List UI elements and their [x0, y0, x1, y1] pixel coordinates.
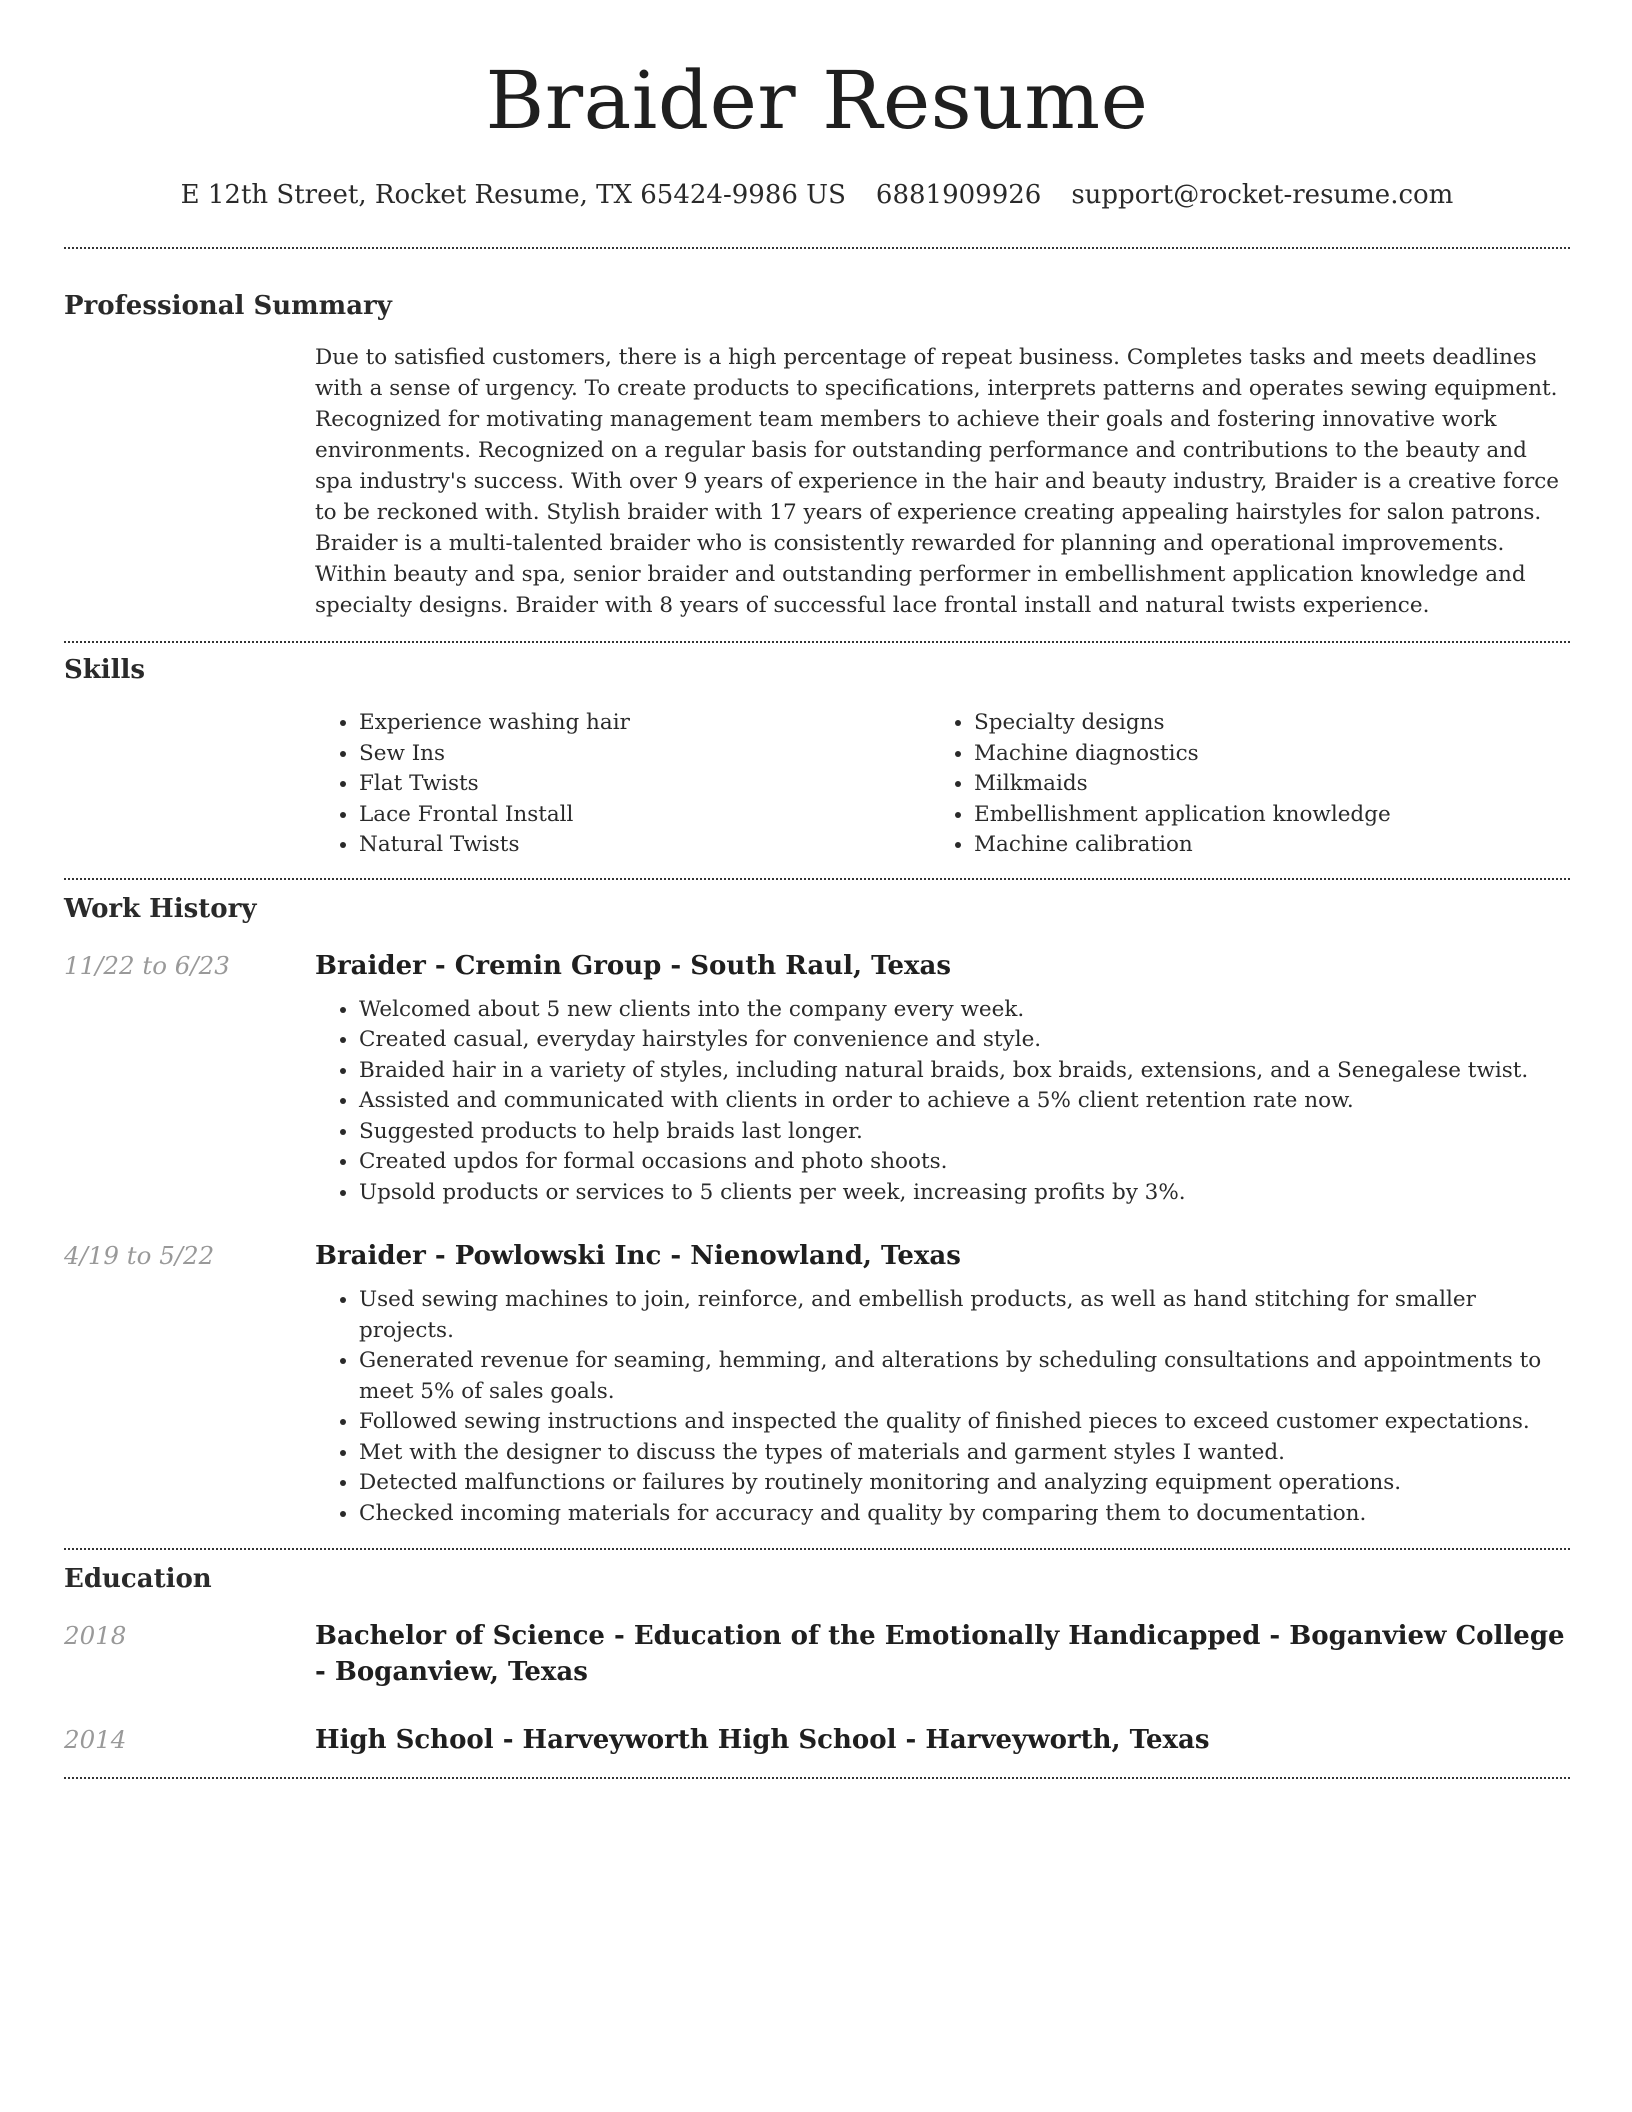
summary-text: Due to satisfied customers, there is a high percentage of repeat business. Completes tasks and meets deadlines with a sense of urgency. To create products to specifications, interprets patterns and operates sewing equipment. Recognized for motivating management team members to achieve their goals and fostering innovative work environments. Recognized on a regular basis for outstanding performance and contributions to the beauty and spa industry's success. With over 9 years of experience in the hair and beauty industry, Braider is a creative force to be reckoned with. Stylish braider with 17 years of experience creating appealing hairstyles for salon patrons. Braider is a multi-talented braider who is consistently rewarded for planning and operational improvements. Within beauty and spa, senior braider and outstanding performer in embellishment application knowledge and specialty designs. Braider with 8 years of successful lace frontal install and natural twists experience. — [315, 345, 1559, 618]
job-entry — [64, 1238, 1570, 1529]
job-dates: 11/22 to 6/23 — [64, 950, 230, 980]
summary-section — [64, 289, 1570, 621]
job-title: Braider - Cremin Group - South Raul, Texas — [315, 950, 952, 981]
job-bullet: • Created updos for formal occasions and photo shoots. — [359, 1147, 1570, 1178]
divider — [64, 1548, 1570, 1550]
skill-item: • Machine diagnostics — [974, 739, 1545, 770]
job-bullet: • Generated revenue for seaming, hemming, and alterations by scheduling consultations and appointments to meet 5% of sales goals. — [359, 1346, 1570, 1407]
divider — [64, 1777, 1570, 1779]
skill-item: • Flat Twists — [359, 769, 930, 800]
skills-section — [64, 653, 1570, 861]
section-title-summary: Professional Summary — [64, 291, 392, 321]
skill-item: • Embellishment application knowledge — [974, 800, 1545, 831]
job-bullets — [315, 995, 1570, 1209]
divider — [64, 247, 1570, 249]
job-bullet: • Welcomed about 5 new clients into the company every week. — [359, 995, 1570, 1026]
contact-email: support@rocket-resume.com — [1071, 180, 1454, 210]
divider — [64, 641, 1570, 643]
job-bullet: • Met with the designer to discuss the types of materials and garment styles I wanted. — [359, 1438, 1570, 1469]
resume-name: Braider Resume — [485, 54, 1149, 147]
contact-line — [64, 178, 1570, 212]
job-bullet: • Braided hair in a variety of styles, including natural braids, box braids, extensions, and a Senegalese twist. — [359, 1056, 1570, 1087]
skill-item: • Experience washing hair — [359, 708, 930, 739]
skill-item: • Natural Twists — [359, 830, 930, 861]
work-section — [64, 892, 1570, 1530]
skill-item: • Lace Frontal Install — [359, 800, 930, 831]
skill-item: • Sew Ins — [359, 739, 930, 770]
skill-item: • Milkmaids — [974, 769, 1545, 800]
section-title-work: Work History — [64, 893, 257, 924]
contact-phone: 6881909926 — [875, 180, 1042, 210]
education-year: 2014 — [64, 1725, 127, 1754]
skills-list-right — [930, 708, 1545, 861]
education-year: 2018 — [64, 1621, 127, 1650]
resume-page — [64, 0, 1570, 1779]
section-title-skills: Skills — [64, 655, 146, 685]
contact-address: E 12th Street, Rocket Resume, TX 65424-9986 US — [180, 180, 846, 210]
job-bullet: • Upsold products or services to 5 clients per week, increasing profits by 3%. — [359, 1178, 1570, 1209]
job-bullet: • Used sewing machines to join, reinforce, and embellish products, as well as hand stitching for smaller projects. — [359, 1285, 1570, 1346]
job-bullet: • Checked incoming materials for accuracy and quality by comparing them to documentation. — [359, 1499, 1570, 1530]
skills-list-left — [315, 708, 930, 861]
job-bullet: • Followed sewing instructions and inspected the quality of finished pieces to exceed customer expectations. — [359, 1407, 1570, 1438]
skill-item: • Machine calibration — [974, 830, 1545, 861]
job-entry — [64, 948, 1570, 1209]
education-text: Bachelor of Science - Education of the Emotionally Handicapped - Boganview College - Boganview, Texas — [315, 1621, 1565, 1687]
job-bullet: • Suggested products to help braids last longer. — [359, 1117, 1570, 1148]
skill-item: • Specialty designs — [974, 708, 1545, 739]
job-bullets — [315, 1285, 1570, 1529]
education-entry — [64, 1722, 1570, 1758]
job-bullet: • Created casual, everyday hairstyles for convenience and style. — [359, 1025, 1570, 1056]
job-bullet: • Assisted and communicated with clients in order to achieve a 5% client retention rate now. — [359, 1086, 1570, 1117]
education-text: High School - Harveyworth High School - Harveyworth, Texas — [315, 1725, 1210, 1755]
divider — [64, 878, 1570, 880]
section-title-education: Education — [64, 1564, 212, 1594]
job-bullet: • Detected malfunctions or failures by routinely monitoring and analyzing equipment operations. — [359, 1468, 1570, 1499]
education-section — [64, 1562, 1570, 1758]
job-dates: 4/19 to 5/22 — [64, 1241, 215, 1270]
education-entry — [64, 1618, 1570, 1690]
job-title: Braider - Powlowski Inc - Nienowland, Texas — [315, 1241, 961, 1271]
